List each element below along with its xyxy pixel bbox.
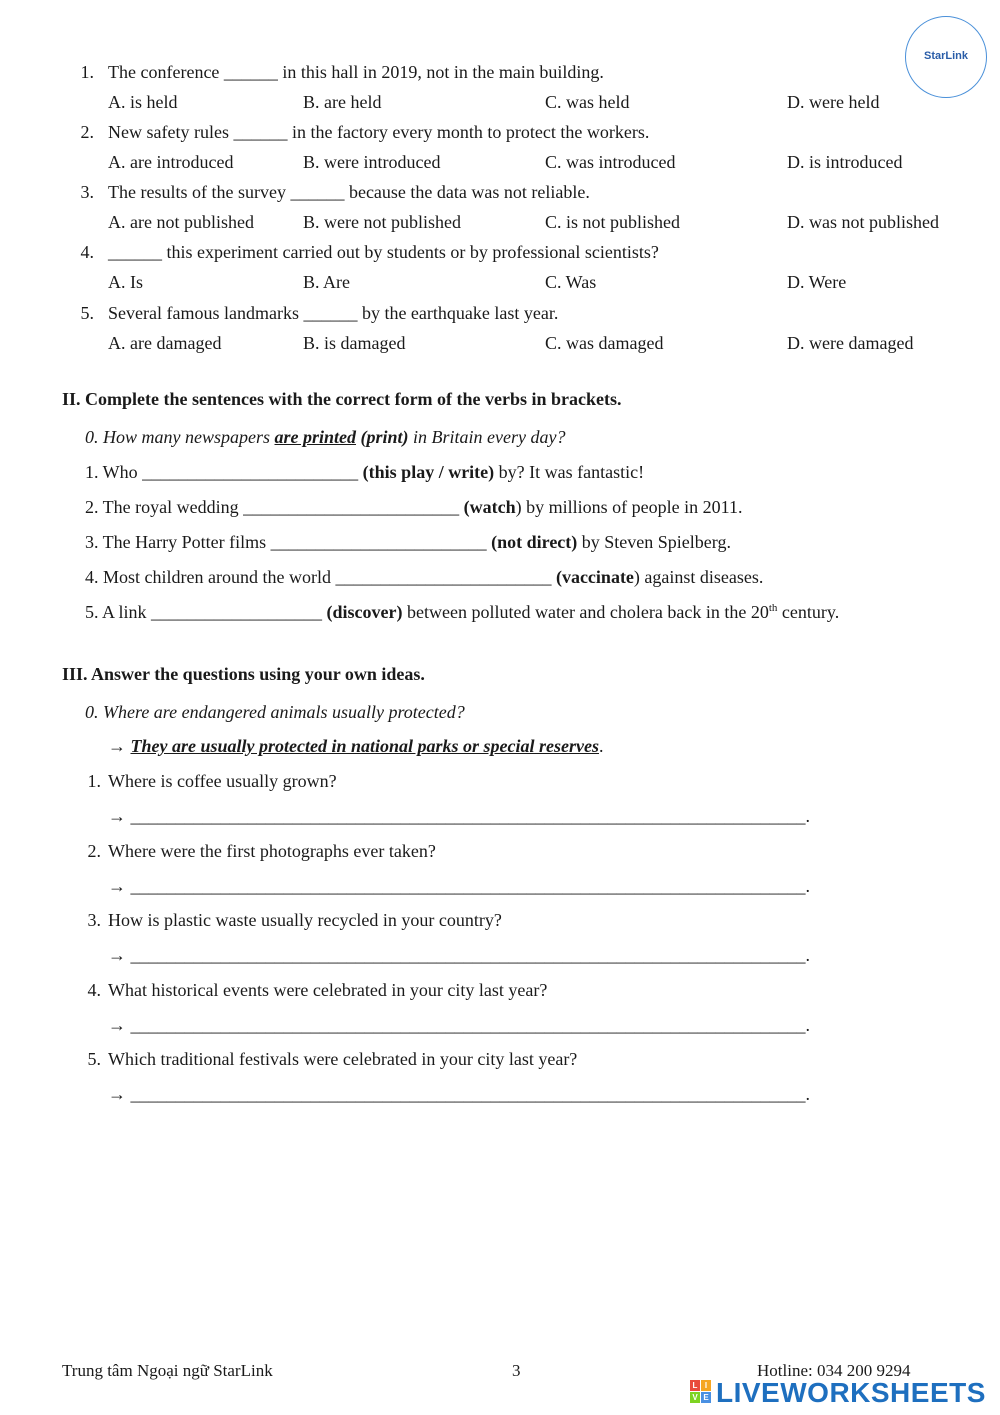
item-verb: (this play / write)	[362, 462, 495, 482]
option-c[interactable]: C. was held	[545, 92, 630, 112]
item-verb: (not direct)	[491, 532, 578, 552]
example-answer: They are usually protected in national parks or special reserves	[130, 736, 599, 756]
option-a[interactable]: A. are not published	[108, 212, 254, 232]
option-b[interactable]: B. Are	[303, 272, 350, 292]
option-d[interactable]: D. were held	[787, 92, 880, 112]
question-number: 2.	[80, 122, 94, 142]
arrow-icon: →	[108, 736, 131, 756]
option-a[interactable]: A. are damaged	[108, 333, 222, 353]
question-text: ______ this experiment carried out by students or by professional scientists?	[108, 242, 659, 262]
answer-field[interactable]: → ___________________________________________________________________________.	[108, 806, 810, 826]
footer-center-name: Trung tâm Ngoại ngữ StarLink	[62, 1361, 273, 1380]
question-number: 1.	[80, 62, 94, 82]
example-post: in Britain every day?	[408, 427, 566, 447]
hotline: Hotline: 034 200 9294	[757, 1361, 911, 1380]
example-sentence	[85, 427, 566, 448]
option-b[interactable]: B. were introduced	[303, 152, 441, 172]
question-text: Where is coffee usually grown?	[108, 771, 337, 791]
page-number: 3	[512, 1361, 521, 1380]
question-text: Which traditional festivals were celebrated in your city last year?	[108, 1049, 578, 1069]
starlink-logo	[905, 16, 987, 98]
example-answer: are printed	[274, 427, 357, 447]
question-number: 4.	[87, 980, 101, 1000]
fill-item	[85, 602, 839, 623]
item-pre[interactable]: 3. The Harry Potter films ________________________	[85, 532, 492, 552]
question-text: Several famous landmarks ______ by the earthquake last year.	[108, 303, 559, 323]
option-d[interactable]: D. Were	[787, 272, 847, 292]
example-end: .	[598, 736, 604, 756]
item-pre[interactable]: 4. Most children around the world ________________________	[85, 567, 556, 587]
option-d[interactable]: D. was not published	[787, 212, 939, 232]
question-number: 1.	[87, 771, 101, 791]
answer-field[interactable]: → ___________________________________________________________________________.	[108, 1084, 810, 1104]
section-3-heading: III. Answer the questions using your own ideas.	[62, 664, 425, 684]
answer-field[interactable]: → ___________________________________________________________________________.	[108, 1015, 810, 1035]
option-b[interactable]: B. are held	[303, 92, 382, 112]
question-number: 3.	[87, 910, 101, 930]
logo-cell: V	[690, 1392, 700, 1403]
example-question: 0. Where are endangered animals usually protected?	[85, 702, 465, 722]
question-number: 4.	[80, 242, 94, 262]
liveworksheets-wordmark: LIVEWORKSHEETS	[716, 1377, 986, 1408]
question-number: 2.	[87, 841, 101, 861]
fill-item	[85, 567, 763, 588]
item-post2: century.	[777, 602, 840, 622]
option-d[interactable]: D. is introduced	[787, 152, 903, 172]
answer-field[interactable]: → ___________________________________________________________________________.	[108, 876, 810, 896]
question-text: What historical events were celebrated in your city last year?	[108, 980, 548, 1000]
option-d[interactable]: D. were damaged	[787, 333, 914, 353]
logo-cell: E	[701, 1392, 711, 1403]
option-c[interactable]: C. Was	[545, 272, 597, 292]
question-text: Where were the first photographs ever taken?	[108, 841, 436, 861]
question-number: 3.	[80, 182, 94, 202]
question-number: 5.	[87, 1049, 101, 1069]
item-sup: th	[768, 602, 778, 614]
fill-item	[85, 462, 644, 483]
item-pre[interactable]: 2. The royal wedding ________________________	[85, 497, 464, 517]
option-a[interactable]: A. is held	[108, 92, 178, 112]
answer-field[interactable]: → ___________________________________________________________________________.	[108, 945, 810, 965]
item-pre[interactable]: 1. Who ________________________	[85, 462, 363, 482]
option-b[interactable]: B. were not published	[303, 212, 461, 232]
question-text: New safety rules ______ in the factory every month to protect the workers.	[108, 122, 650, 142]
example-answer-line	[108, 736, 603, 757]
question-text: The results of the survey ______ because the data was not reliable.	[108, 182, 590, 202]
item-verb: (discover)	[326, 602, 403, 622]
question-text: The conference ______ in this hall in 2019, not in the main building.	[108, 62, 604, 82]
logo-cell: I	[701, 1380, 711, 1391]
example-verb: (print)	[356, 427, 409, 447]
option-c[interactable]: C. is not published	[545, 212, 681, 232]
item-post: between polluted water and cholera back in the 20	[402, 602, 769, 622]
item-verb: (watch	[463, 497, 516, 517]
option-c[interactable]: C. was introduced	[545, 152, 676, 172]
logo-text: StarLink	[923, 50, 968, 62]
item-post: by Steven Spielberg.	[577, 532, 731, 552]
logo-cell: L	[690, 1380, 700, 1391]
question-number: 5.	[80, 303, 94, 323]
item-post: by? It was fantastic!	[494, 462, 645, 482]
fill-item	[85, 532, 731, 553]
option-b[interactable]: B. is damaged	[303, 333, 406, 353]
section-2-heading: II. Complete the sentences with the correct form of the verbs in brackets.	[62, 389, 622, 409]
item-pre[interactable]: 5. A link ___________________	[85, 602, 327, 622]
fill-item	[85, 497, 742, 518]
question-text: How is plastic waste usually recycled in your country?	[108, 910, 502, 930]
item-verb: (vaccinate	[555, 567, 634, 587]
option-c[interactable]: C. was damaged	[545, 333, 664, 353]
item-post: ) by millions of people in 2011.	[515, 497, 743, 517]
item-post: ) against diseases.	[633, 567, 764, 587]
liveworksheets-icon	[690, 1380, 712, 1404]
option-a[interactable]: A. Is	[108, 272, 143, 292]
option-a[interactable]: A. are introduced	[108, 152, 234, 172]
example-pre: 0. How many newspapers	[85, 427, 275, 447]
